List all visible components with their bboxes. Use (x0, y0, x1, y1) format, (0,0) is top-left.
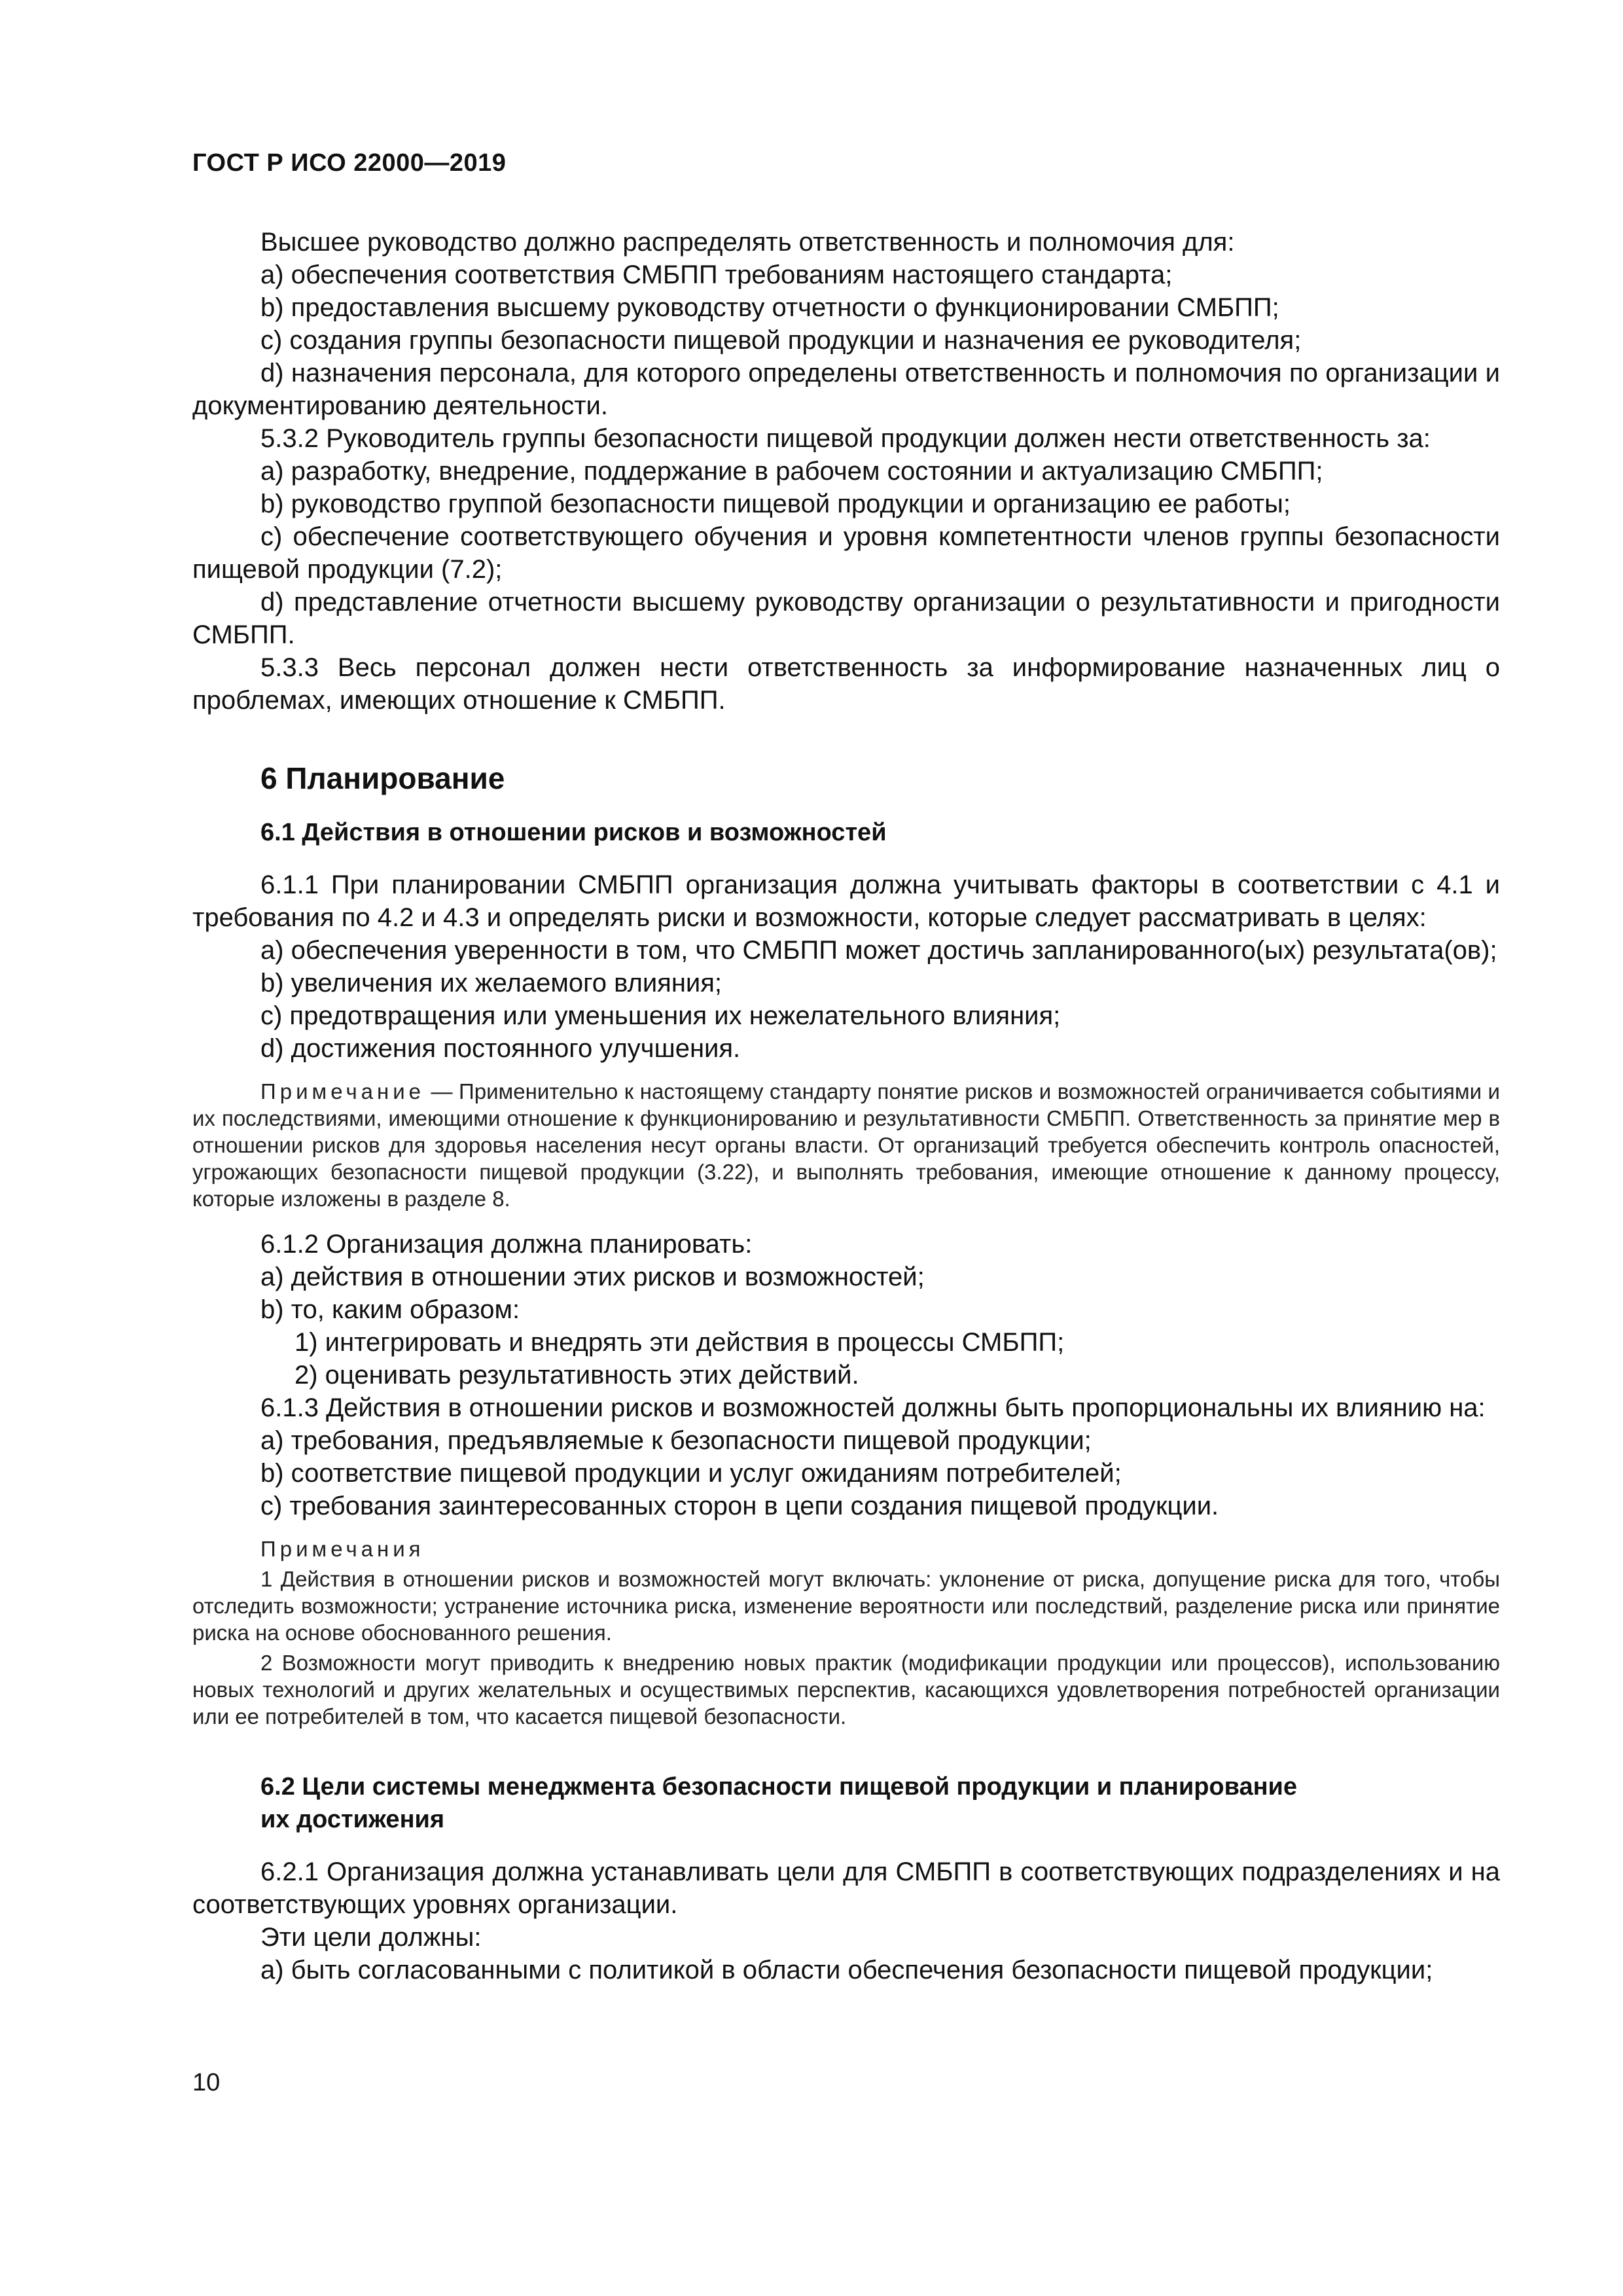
body-paragraph: b) то, каким образом: (260, 1295, 520, 1324)
section-6-heading: 6 Планирование (260, 761, 505, 795)
note-paragraph (192, 1078, 1500, 1212)
body-paragraph: d) достижения постоянного улучшения. (260, 1034, 741, 1063)
section-6-2-heading (192, 1770, 1500, 1836)
body-paragraph: b) соответствие пищевой продукции и услуг ожиданиям потребителей; (260, 1459, 1122, 1488)
document-body (192, 226, 1500, 1986)
body-paragraph: a) разработку, внедрение, поддержание в рабочем состоянии и актуализацию СМБПП; (260, 457, 1323, 486)
note-text: — Применительно к настоящему стандарту понятие рисков и возможностей ограничивается событиями и их последствиями, имеющими отношение к функционированию и результативности СМБПП. Ответственность за принятие мер в отношении рисков для здоровья населения несут органы власти. От организаций требуется обеспечить контроль опасностей, угрожающих безопасности пищевой продукции (3.22), и выполнять требования, имеющие отношение к данному процессу, которые изложены в разделе 8. (192, 1079, 1500, 1211)
note-item: 2 Возможности могут приводить к внедрению новых практик (модификации продукции или процессов), использованию новых технологий и других желательных и осуществимых перспектив, касающихся удовлетворения потребностей организации или ее потребителей в том, что касается пищевой безопасности. (192, 1651, 1500, 1729)
body-paragraph: 6.1.1 При планировании СМБПП организация должна учитывать факторы в соответствии с 4.1 и требования по 4.2 и 4.3 и определять риски и возможности, которые следует рассматривать в целях: (192, 870, 1500, 932)
body-paragraph: c) обеспечение соответствующего обучения и уровня компетентности членов группы безопасности пищевой продукции (7.2); (192, 522, 1500, 584)
body-paragraph: a) обеспечения уверенности в том, что СМБПП может достичь запланированного(ых) результата(ов); (260, 936, 1497, 965)
body-paragraph: a) быть согласованными с политикой в области обеспечения безопасности пищевой продукции; (260, 1956, 1433, 1984)
body-paragraph: c) предотвращения или уменьшения их нежелательного влияния; (260, 1001, 1061, 1030)
body-paragraph: d) представление отчетности высшему руководству организации о результативности и пригодности СМБПП. (192, 588, 1500, 649)
document-header: ГОСТ Р ИСО 22000—2019 (192, 149, 507, 177)
body-paragraph: 5.3.3 Весь персонал должен нести ответственность за информирование назначенных лиц о проблемах, имеющих отношение к СМБПП. (192, 653, 1500, 715)
section-6-2-1-block (192, 1856, 1500, 1986)
body-paragraph: b) предоставления высшему руководству отчетности о функционировании СМБПП; (260, 293, 1279, 322)
note-label: Примечание (260, 1079, 425, 1103)
body-paragraph: 5.3.2 Руководитель группы безопасности пищевой продукции должен нести ответственность за: (260, 424, 1431, 453)
section-6-1-1-block (192, 869, 1500, 1065)
section-6-1-heading: 6.1 Действия в отношении рисков и возможностей (260, 819, 887, 846)
body-paragraph: 1) интегрировать и внедрять эти действия в процессы СМБПП; (294, 1328, 1065, 1357)
section-6-2-heading-line: их достижения (260, 1806, 445, 1833)
notes-label: Примечания (260, 1537, 425, 1561)
body-paragraph: 6.2.1 Организация должна устанавливать цели для СМБПП в соответствующих подразделениях и на соответствующих уровнях организации. (192, 1857, 1500, 1919)
body-paragraph: 6.1.3 Действия в отношении рисков и возможностей должны быть пропорциональны их влиянию на: (260, 1393, 1486, 1422)
body-paragraph: a) обеспечения соответствия СМБПП требованиям настоящего стандарта; (260, 260, 1173, 289)
body-paragraph: Эти цели должны: (260, 1923, 482, 1952)
note-item: 1 Действия в отношении рисков и возможностей могут включать: уклонение от риска, допущение риска для того, чтобы отследить возможности; устранение источника риска, изменение вероятности или последствий, разделение риска или принятие риска на основе обоснованного решения. (192, 1567, 1500, 1645)
body-paragraph: c) требования заинтересованных сторон в цепи создания пищевой продукции. (260, 1492, 1219, 1520)
page-number: 10 (192, 2069, 221, 2096)
body-paragraph: c) создания группы безопасности пищевой продукции и назначения ее руководителя; (260, 326, 1302, 355)
body-paragraph: a) действия в отношении этих рисков и возможностей; (260, 1263, 925, 1291)
body-paragraph: b) увеличения их желаемого влияния; (260, 969, 722, 997)
section-5-3-block (192, 226, 1500, 717)
body-paragraph: 2) оценивать результативность этих действий. (294, 1361, 859, 1390)
body-paragraph: Высшее руководство должно распределять ответственность и полномочия для: (260, 228, 1235, 257)
body-paragraph: d) назначения персонала, для которого определены ответственность и полномочия по организации и документированию деятельности. (192, 359, 1500, 420)
body-paragraph: a) требования, предъявляемые к безопасности пищевой продукции; (260, 1426, 1092, 1455)
notes-block (192, 1535, 1500, 1730)
section-6-2-heading-line: 6.2 Цели системы менеджмента безопасности пищевой продукции и планирование (260, 1773, 1298, 1801)
section-6-1-2-block (192, 1228, 1500, 1522)
body-paragraph: b) руководство группой безопасности пищевой продукции и организацию ее работы; (260, 490, 1291, 518)
body-paragraph: 6.1.2 Организация должна планировать: (260, 1230, 753, 1259)
